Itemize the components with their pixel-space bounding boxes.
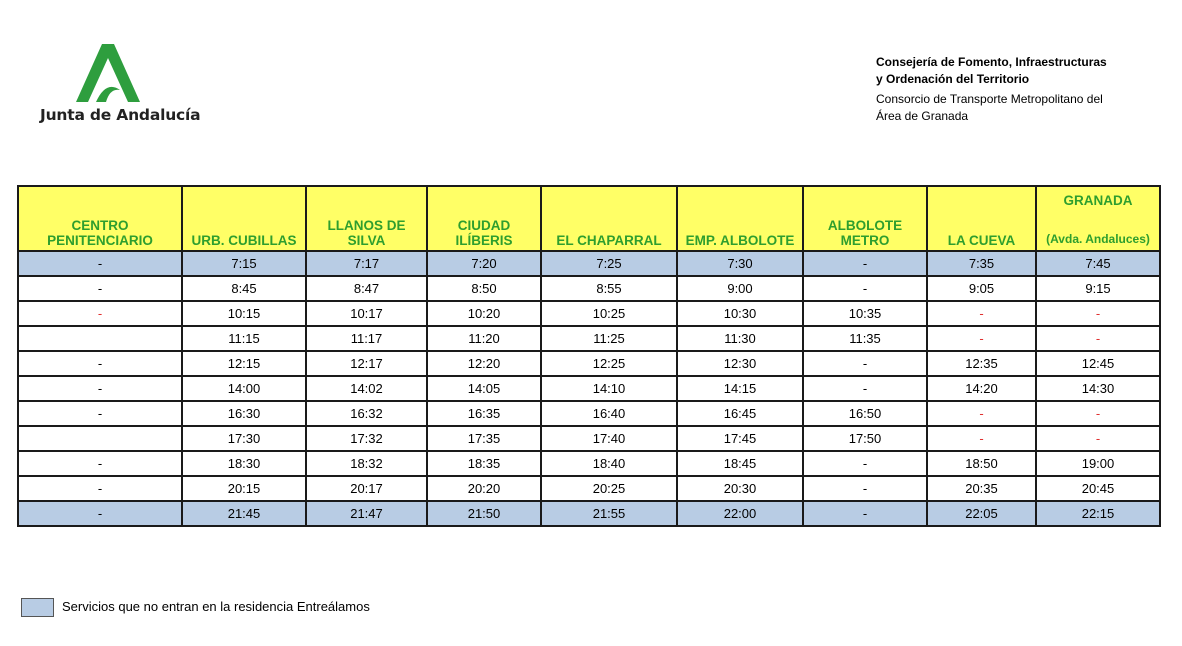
- table-cell: 8:55: [541, 276, 677, 301]
- table-cell: 20:45: [1036, 476, 1160, 501]
- table-cell: 20:35: [927, 476, 1036, 501]
- column-header-granada: [1036, 186, 1160, 251]
- junta-a-logo-icon: [76, 44, 140, 106]
- department-line-2: y Ordenación del Territorio: [876, 72, 1030, 86]
- table-cell: 12:17: [306, 351, 427, 376]
- table-row: [18, 351, 1160, 376]
- table-cell: [18, 326, 182, 351]
- column-header-centro-penitenciario: [18, 186, 182, 251]
- table-cell: 16:30: [182, 401, 306, 426]
- table-cell: 11:20: [427, 326, 541, 351]
- table-cell: -: [18, 351, 182, 376]
- table-cell: -: [1036, 301, 1160, 326]
- table-cell: 18:50: [927, 451, 1036, 476]
- table-cell: 20:25: [541, 476, 677, 501]
- table-cell: 7:17: [306, 251, 427, 276]
- table-cell: 18:45: [677, 451, 803, 476]
- table-cell: 16:35: [427, 401, 541, 426]
- department-line-1: Consejería de Fomento, Infraestructuras: [876, 55, 1107, 69]
- table-cell: 17:30: [182, 426, 306, 451]
- table-cell: 21:47: [306, 501, 427, 526]
- table-cell: -: [18, 251, 182, 276]
- table-cell: 10:17: [306, 301, 427, 326]
- column-header-line: METRO: [840, 233, 890, 248]
- table-cell: 7:15: [182, 251, 306, 276]
- table-cell: 20:17: [306, 476, 427, 501]
- column-header-subline: (Avda. Andaluces): [1046, 232, 1150, 246]
- table-row: [18, 251, 1160, 276]
- column-header-line: URB. CUBILLAS: [191, 233, 297, 248]
- logo-text: Junta de Andalucía: [40, 106, 201, 124]
- table-cell: -: [1036, 401, 1160, 426]
- table-cell: 16:50: [803, 401, 927, 426]
- table-cell: 10:20: [427, 301, 541, 326]
- table-cell: 18:35: [427, 451, 541, 476]
- table-cell: 16:45: [677, 401, 803, 426]
- junta-logo: [38, 44, 201, 128]
- table-cell: 8:45: [182, 276, 306, 301]
- table-cell: -: [803, 501, 927, 526]
- table-cell: 20:20: [427, 476, 541, 501]
- table-cell: 11:35: [803, 326, 927, 351]
- header-department-block: [876, 54, 1107, 125]
- legend-color-swatch: [21, 598, 54, 617]
- table-cell: [18, 426, 182, 451]
- table-row: [18, 426, 1160, 451]
- table-cell: -: [803, 251, 927, 276]
- table-cell: 7:45: [1036, 251, 1160, 276]
- table-cell: 14:20: [927, 376, 1036, 401]
- table-cell: 20:30: [677, 476, 803, 501]
- table-cell: 14:02: [306, 376, 427, 401]
- table-cell: 17:50: [803, 426, 927, 451]
- table-cell: -: [18, 501, 182, 526]
- table-cell: 12:15: [182, 351, 306, 376]
- column-header-line: SILVA: [347, 233, 386, 248]
- table-cell: 14:15: [677, 376, 803, 401]
- table-cell: 11:30: [677, 326, 803, 351]
- table-cell: 22:00: [677, 501, 803, 526]
- table-cell: 10:35: [803, 301, 927, 326]
- schedule-body: [18, 251, 1160, 526]
- table-cell: 22:05: [927, 501, 1036, 526]
- table-cell: -: [803, 276, 927, 301]
- table-cell: 12:45: [1036, 351, 1160, 376]
- table-cell: 14:10: [541, 376, 677, 401]
- column-header-line: CENTRO: [71, 218, 129, 233]
- table-cell: 20:15: [182, 476, 306, 501]
- table-cell: 11:25: [541, 326, 677, 351]
- column-header-line: ALBOLOTE: [827, 218, 903, 233]
- consortium-line-2: Área de Granada: [876, 109, 969, 123]
- column-header-line: EMP. ALBOLOTE: [685, 233, 795, 248]
- column-header-line: LLANOS DE: [327, 218, 406, 233]
- table-cell: 7:25: [541, 251, 677, 276]
- table-cell: -: [927, 401, 1036, 426]
- table-row: [18, 476, 1160, 501]
- table-cell: 7:35: [927, 251, 1036, 276]
- table-cell: 21:55: [541, 501, 677, 526]
- table-cell: -: [927, 326, 1036, 351]
- table-cell: 16:32: [306, 401, 427, 426]
- column-header-line: PENITENCIARIO: [47, 233, 153, 248]
- table-cell: -: [1036, 426, 1160, 451]
- column-header-ciudad-iliberis: [427, 186, 541, 251]
- table-cell: -: [18, 276, 182, 301]
- table-cell: 22:15: [1036, 501, 1160, 526]
- column-header-llanos-de-silva: [306, 186, 427, 251]
- table-cell: -: [18, 476, 182, 501]
- table-cell: -: [927, 426, 1036, 451]
- table-cell: 8:47: [306, 276, 427, 301]
- table-cell: -: [803, 351, 927, 376]
- table-cell: 7:30: [677, 251, 803, 276]
- table-cell: 12:30: [677, 351, 803, 376]
- table-cell: 14:30: [1036, 376, 1160, 401]
- table-cell: 18:30: [182, 451, 306, 476]
- table-cell: 16:40: [541, 401, 677, 426]
- header-row: [18, 186, 1160, 251]
- table-cell: 19:00: [1036, 451, 1160, 476]
- column-header-line: LA CUEVA: [947, 233, 1016, 248]
- table-cell: 18:40: [541, 451, 677, 476]
- table-cell: 10:25: [541, 301, 677, 326]
- consortium-line-1: Consorcio de Transporte Metropolitano del: [876, 92, 1103, 106]
- table-cell: 14:05: [427, 376, 541, 401]
- column-header-el-chaparral: [541, 186, 677, 251]
- table-cell: 11:15: [182, 326, 306, 351]
- table-cell: -: [803, 476, 927, 501]
- table-cell: 9:15: [1036, 276, 1160, 301]
- table-row: [18, 376, 1160, 401]
- table-cell: -: [927, 301, 1036, 326]
- table-cell: 17:40: [541, 426, 677, 451]
- table-cell: 9:00: [677, 276, 803, 301]
- table-cell: 9:05: [927, 276, 1036, 301]
- table-row: [18, 401, 1160, 426]
- table-cell: 12:35: [927, 351, 1036, 376]
- schedule-table: [17, 185, 1161, 527]
- table-cell: -: [18, 451, 182, 476]
- table-cell: 17:45: [677, 426, 803, 451]
- table-cell: 12:25: [541, 351, 677, 376]
- table-cell: 21:45: [182, 501, 306, 526]
- table-cell: -: [1036, 326, 1160, 351]
- table-row: [18, 301, 1160, 326]
- column-header-line: EL CHAPARRAL: [556, 233, 662, 248]
- column-header-emp-albolote: [677, 186, 803, 251]
- column-header-line: GRANADA: [1063, 193, 1133, 208]
- table-cell: 17:32: [306, 426, 427, 451]
- table-cell: 18:32: [306, 451, 427, 476]
- table-cell: 7:20: [427, 251, 541, 276]
- column-header-line: ILÍBERIS: [455, 233, 513, 248]
- table-row: [18, 501, 1160, 526]
- table-cell: -: [803, 376, 927, 401]
- column-header-urb-cubillas: [182, 186, 306, 251]
- table-cell: 17:35: [427, 426, 541, 451]
- table-cell: -: [18, 376, 182, 401]
- table-row: [18, 326, 1160, 351]
- legend-text: Servicios que no entran en la residencia Entreálamos: [62, 599, 370, 614]
- table-cell: 10:15: [182, 301, 306, 326]
- table-cell: 8:50: [427, 276, 541, 301]
- table-cell: -: [18, 401, 182, 426]
- table-row: [18, 451, 1160, 476]
- column-header-line: CIUDAD: [457, 218, 511, 233]
- table-cell: 11:17: [306, 326, 427, 351]
- table-row: [18, 276, 1160, 301]
- table-cell: -: [18, 301, 182, 326]
- table-cell: 14:00: [182, 376, 306, 401]
- table-cell: 21:50: [427, 501, 541, 526]
- table-cell: 10:30: [677, 301, 803, 326]
- table-cell: 12:20: [427, 351, 541, 376]
- table-cell: -: [803, 451, 927, 476]
- column-header-la-cueva: [927, 186, 1036, 251]
- column-header-albolote-metro: [803, 186, 927, 251]
